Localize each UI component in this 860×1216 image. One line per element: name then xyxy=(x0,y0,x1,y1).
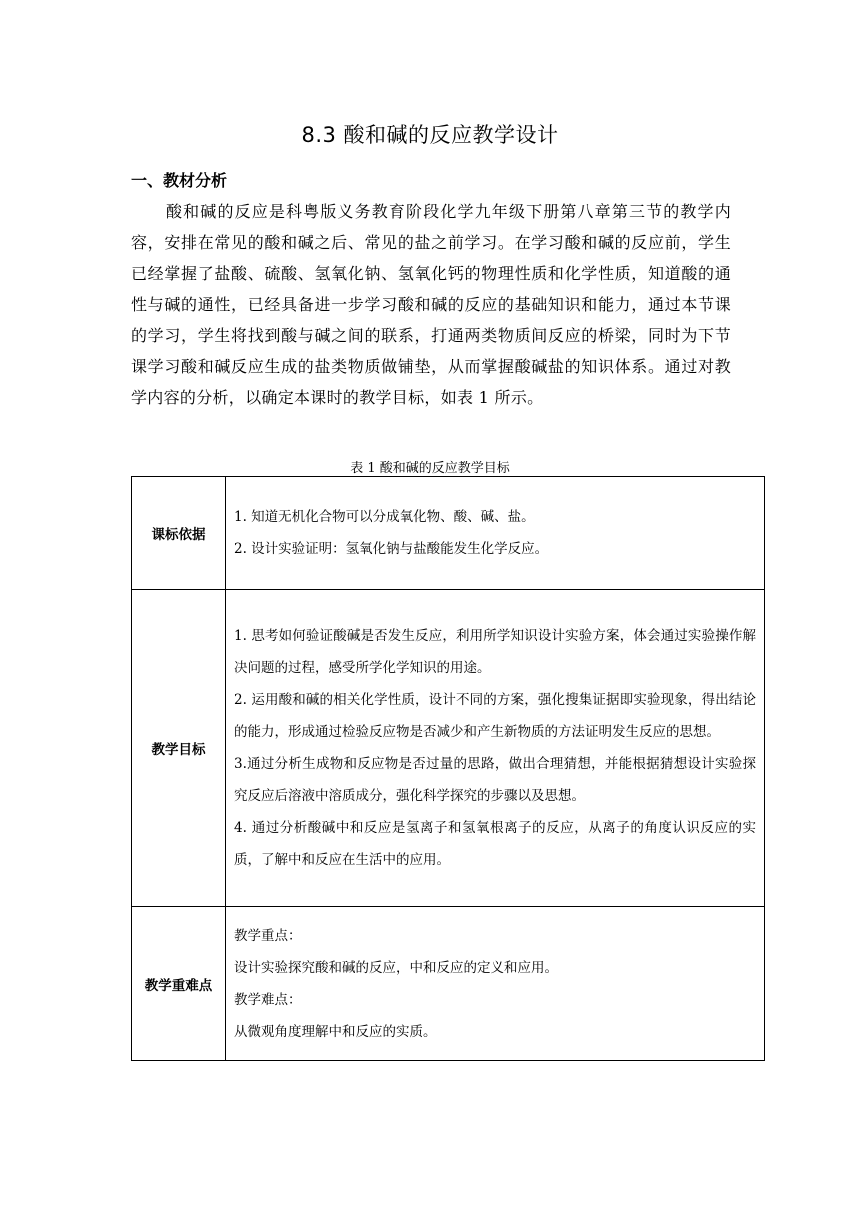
content-line: 2. 设计实验证明：氢氧化钠与盐酸能发生化学反应。 xyxy=(234,541,549,557)
table-row xyxy=(132,590,765,907)
row-header-standards: 课标依据 xyxy=(132,477,226,590)
table-row xyxy=(132,477,765,590)
section-heading: 一、教材分析 xyxy=(131,171,228,190)
row-header-goals: 教学目标 xyxy=(132,590,226,907)
content-line: 1. 知道无机化合物可以分成氧化物、酸、碱、盐。 xyxy=(234,509,535,525)
content-line: 设计实验探究酸和碱的反应，中和反应的定义和应用。 xyxy=(234,959,558,976)
row-content-goals xyxy=(226,590,765,907)
content-line: 4. 通过分析酸碱中和反应是氢离子和氢氧根离子的反应，从离子的角度认识反应的实质，了解中和反应在生活中的应用。 xyxy=(234,820,756,868)
content-line: 教学重点： xyxy=(234,927,302,944)
row-content-key-points xyxy=(226,907,765,1061)
content-line: 1. 思考如何验证酸碱是否发生反应，利用所学知识设计实验方案，体会通过实验操作解决问题的过程，感受所学化学知识的用途。 xyxy=(234,628,756,676)
row-header-key-points: 教学重难点 xyxy=(132,907,226,1061)
teaching-goals-table xyxy=(131,476,765,1061)
content-line: 3.通过分析生成物和反应物是否过量的思路，做出合理猜想，并能根据猜想设计实验探究反应后溶液中溶质成分，强化科学探究的步骤以及思想。 xyxy=(234,756,756,804)
content-line: 2. 运用酸和碱的相关化学性质，设计不同的方案，强化搜集证据即实验现象，得出结论的能力，形成通过检验反应物是否减少和产生新物质的方法证明发生反应的思想。 xyxy=(234,692,756,740)
document-title: 8.3 酸和碱的反应教学设计 xyxy=(301,123,559,147)
content-line: 教学难点： xyxy=(234,991,302,1008)
table-row xyxy=(132,907,765,1061)
analysis-paragraph: 酸和碱的反应是科粤版义务教育阶段化学九年级下册第八章第三节的教学内容，安排在常见的酸和碱之后、常见的盐之前学习。在学习酸和碱的反应前，学生已经掌握了盐酸、硫酸、氢氧化钠、氢氧化钙的物理性质和化学性质，知道酸的通性与碱的通性，已经具备进一步学习酸和碱的反应的基础知识和能力，通过本节课的学习，学生将找到酸与碱之间的联系，打通两类物质间反应的桥梁，同时为下节课学习酸和碱反应生成的盐类物质做铺垫，从而掌握酸碱盐的知识体系。通过对教学内容的分析，以确定本课时的教学目标，如表 1 所示。 xyxy=(131,202,731,407)
table-caption: 表 1 酸和碱的反应教学目标 xyxy=(350,461,510,476)
content-line: 从微观角度理解中和反应的实质。 xyxy=(234,1023,437,1040)
row-content-standards xyxy=(226,477,765,590)
